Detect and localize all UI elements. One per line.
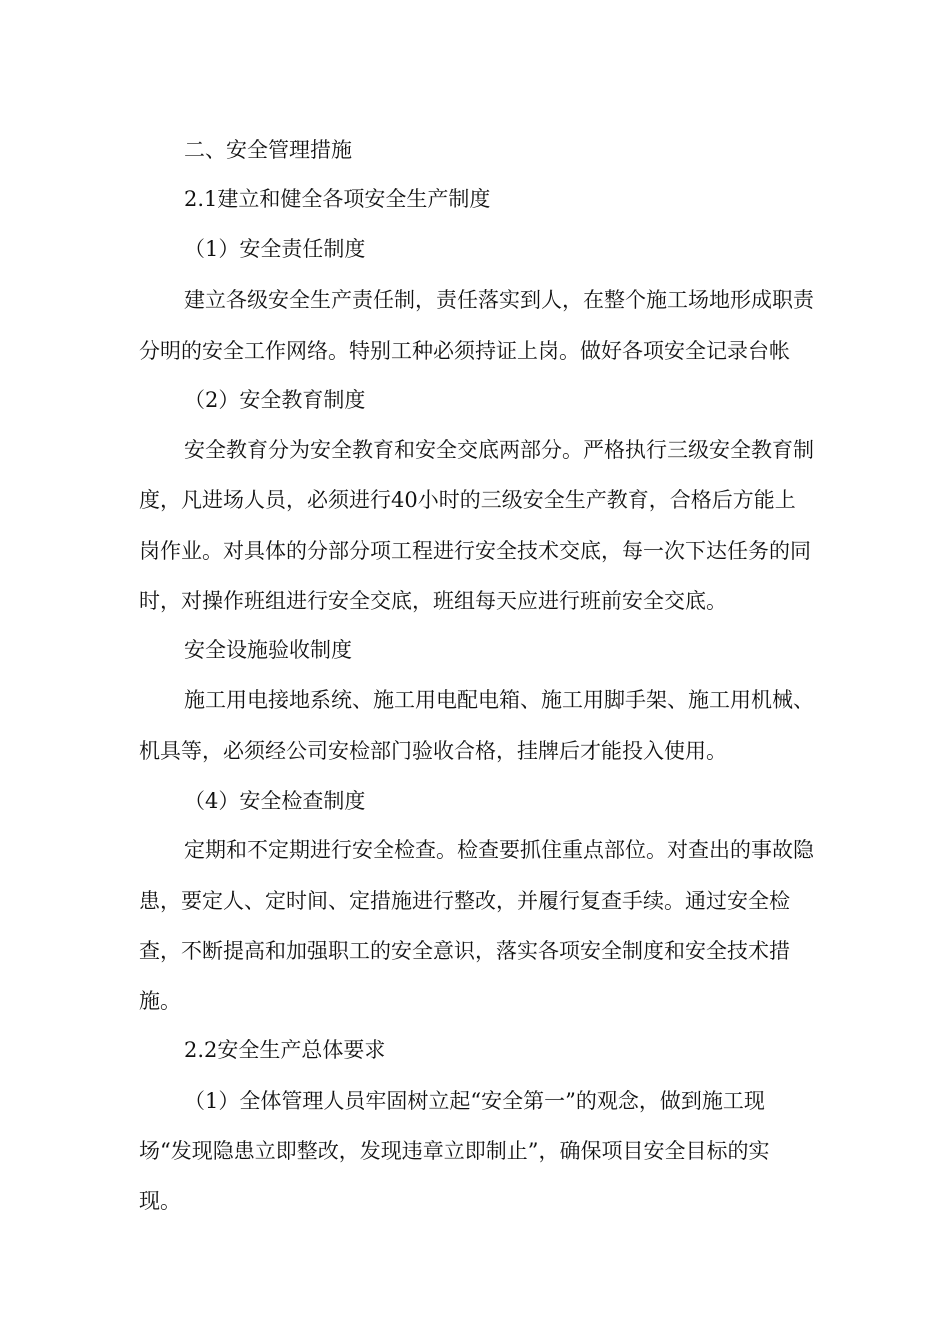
item-heading: （4）安全检查制度 bbox=[184, 789, 366, 813]
paragraph-line: 岗作业。对具体的分部分项工程进行安全技术交底，每一次下达任务的同 bbox=[139, 539, 811, 563]
paragraph-line: 建立各级安全生产责任制，责任落实到人，在整个施工场地形成职责 bbox=[184, 288, 814, 312]
paragraph-line: 现。 bbox=[139, 1189, 181, 1213]
paragraph-line: 分明的安全工作网络。特别工种必须持证上岗。做好各项安全记录台帐 bbox=[139, 339, 790, 363]
paragraph-line: 查，不断提高和加强职工的安全意识，落实各项安全制度和安全技术措 bbox=[139, 939, 790, 963]
section-heading: 二、安全管理措施 bbox=[184, 138, 352, 162]
item-heading: （1）安全责任制度 bbox=[184, 237, 366, 261]
item-heading: 安全设施验收制度 bbox=[184, 638, 352, 662]
paragraph-line: 施工用电接地系统、施工用电配电箱、施工用脚手架、施工用机械、 bbox=[184, 688, 814, 712]
paragraph-line: 患，要定人、定时间、定措施进行整改，并履行复查手续。通过安全检 bbox=[139, 889, 790, 913]
subsection-heading: 2.1建立和健全各项安全生产制度 bbox=[184, 187, 491, 211]
paragraph-line: 施。 bbox=[139, 989, 181, 1013]
paragraph-line: 机具等，必须经公司安检部门验收合格，挂牌后才能投入使用。 bbox=[139, 739, 727, 763]
paragraph-line: 场“发现隐患立即整改，发现违章立即制止”，确保项目安全目标的实 bbox=[139, 1139, 770, 1163]
paragraph-line: 定期和不定期进行安全检查。检查要抓住重点部位。对查出的事故隐 bbox=[184, 838, 814, 862]
paragraph-line: 安全教育分为安全教育和安全交底两部分。严格执行三级安全教育制 bbox=[184, 438, 814, 462]
item-heading: （2）安全教育制度 bbox=[184, 388, 366, 412]
subsection-heading: 2.2安全生产总体要求 bbox=[184, 1038, 386, 1062]
paragraph-line: 度，凡进场人员，必须进行40小时的三级安全生产教育，合格后方能上 bbox=[139, 488, 796, 512]
paragraph-line: 时，对操作班组进行安全交底，班组每天应进行班前安全交底。 bbox=[139, 589, 727, 613]
paragraph-line: （1）全体管理人员牢固树立起“安全第一”的观念，做到施工现 bbox=[184, 1089, 765, 1113]
